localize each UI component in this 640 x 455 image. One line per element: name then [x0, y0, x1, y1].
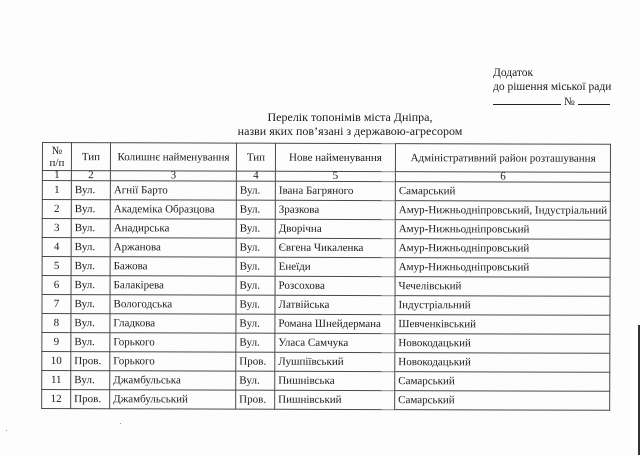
annex-block [493, 66, 611, 109]
table-row [42, 219, 610, 240]
header-number [42, 143, 71, 171]
cell-row-number: 4 [42, 238, 71, 257]
cell-row-number: 2 [42, 200, 71, 219]
cell-new-name: Уласа Самчука [275, 333, 395, 352]
cell-new-name: Дворічна [275, 219, 395, 238]
cell-row-number: 8 [42, 314, 71, 333]
cell-new-name: Івана Багряного [275, 181, 395, 200]
cell-old-name: Джамбульська [110, 371, 236, 390]
table-row [42, 314, 610, 335]
table-row [42, 276, 610, 297]
cell-old-name: Вологодська [110, 295, 236, 314]
cell-old-name: Аржанова [110, 238, 236, 257]
cell-old-name: Джамбульський [110, 390, 236, 409]
table-row [42, 333, 610, 354]
cell-new-name: Пишнівська [275, 371, 395, 390]
cell-new-type: Вул. [236, 371, 275, 390]
cell-district: Новокодацький [395, 353, 610, 373]
cell-row-number: 12 [42, 390, 71, 409]
cell-district: Амур-Нижньодніпровський [395, 239, 610, 259]
cell-row-number: 3 [42, 219, 71, 238]
cell-old-type: Вул. [71, 314, 110, 333]
cell-old-type: Вул. [71, 276, 110, 295]
cell-district: Новокодацький [395, 334, 610, 354]
cell-district: Самарський [395, 372, 610, 392]
table-row [42, 371, 610, 392]
cell-new-type: Пров. [236, 352, 275, 371]
table-row [42, 200, 610, 221]
cell-row-number: 1 [42, 181, 71, 200]
cell-new-name: Енеїди [275, 257, 395, 276]
table-row [42, 390, 610, 411]
table-header-row [42, 143, 610, 173]
table-row [42, 257, 610, 278]
cell-old-name: Агнії Барто [110, 181, 236, 200]
column-number: 3 [110, 171, 236, 181]
cell-new-type: Вул. [236, 219, 275, 238]
header-old-name: Колишнє найменування [110, 143, 236, 171]
cell-new-name: Розсохова [275, 276, 395, 295]
column-number: 4 [236, 171, 275, 181]
document-title-line-1: Перелік топонімів міста Дніпра, [267, 110, 433, 124]
document-title-line-2: назви яких пов’язані з державою-агресором [237, 124, 463, 138]
cell-new-type: Вул. [236, 257, 275, 276]
cell-row-number: 11 [42, 371, 71, 390]
cell-old-name: Горького [110, 333, 236, 352]
cell-district: Амур-Нижньодніпровський [395, 220, 610, 240]
cell-old-type: Вул. [71, 295, 110, 314]
header-district: Адміністративний район розташування [395, 144, 610, 173]
scan-speck [120, 423, 121, 424]
cell-new-name: Євгена Чикаленка [275, 238, 395, 257]
annex-subtitle: до рішення міської ради [493, 81, 612, 93]
scan-speck [6, 430, 7, 431]
cell-new-type: Вул. [236, 238, 275, 257]
cell-district: Амур-Нижньодніпровський [395, 258, 610, 278]
cell-new-name: Пишнівський [275, 390, 395, 409]
cell-district: Самарський [395, 182, 610, 202]
cell-old-type: Пров. [71, 390, 110, 409]
cell-row-number: 10 [42, 352, 71, 371]
cell-old-type: Вул. [71, 238, 110, 257]
cell-new-type: Вул. [236, 276, 275, 295]
cell-new-type: Пров. [236, 390, 275, 409]
cell-new-type: Вул. [236, 333, 275, 352]
cell-old-name: Горького [110, 352, 236, 371]
header-new-name: Нове найменування [275, 143, 395, 171]
cell-new-name: Зразкова [275, 200, 395, 219]
table-row [42, 295, 610, 316]
date-blank-line [493, 94, 561, 105]
header-number-line-1: № [51, 144, 63, 157]
document-title [190, 110, 510, 138]
table-body [42, 181, 611, 411]
cell-old-type: Пров. [71, 352, 110, 371]
annex-number-line [493, 94, 611, 109]
cell-new-type: Вул. [236, 295, 275, 314]
cell-old-name: Балакірева [110, 276, 236, 295]
cell-district: Амур-Нижньодніпровський, Індустріальний [395, 201, 610, 221]
cell-old-name: Гладкова [110, 314, 236, 333]
header-old-type: Тип [71, 143, 110, 171]
cell-row-number: 6 [42, 276, 71, 295]
column-number: 2 [71, 171, 110, 181]
number-blank-line [578, 94, 610, 105]
cell-district: Шевченківський [395, 315, 610, 335]
cell-district: Індустріальний [395, 296, 610, 316]
table-row [42, 238, 610, 259]
cell-new-type: Вул. [236, 314, 275, 333]
cell-row-number: 7 [42, 295, 71, 314]
cell-old-name: Бажова [110, 257, 236, 276]
cell-old-type: Вул. [71, 181, 110, 200]
cell-new-name: Романа Шнейдермана [275, 314, 395, 333]
cell-old-type: Вул. [71, 200, 110, 219]
header-new-type: Тип [236, 143, 275, 171]
column-number: 5 [275, 171, 395, 181]
cell-new-type: Вул. [236, 200, 275, 219]
column-number: 1 [42, 171, 71, 181]
table-row [42, 352, 610, 373]
cell-old-name: Анадирська [110, 219, 236, 238]
cell-new-name: Латвійська [275, 295, 395, 314]
cell-old-name: Академіка Образцова [110, 200, 236, 219]
toponyms-table [41, 142, 611, 411]
cell-row-number: 9 [42, 333, 71, 352]
cell-row-number: 5 [42, 257, 71, 276]
cell-district: Чечелівський [395, 277, 610, 297]
cell-new-type: Вул. [236, 181, 275, 200]
cell-new-name: Лушпіївський [275, 352, 395, 371]
cell-district: Самарський [395, 391, 610, 411]
column-number: 6 [395, 172, 610, 183]
number-sign: № [563, 96, 575, 108]
cell-old-type: Вул. [71, 371, 110, 390]
table-row [42, 181, 610, 202]
cell-old-type: Вул. [71, 219, 110, 238]
header-number-line-2: п/п [49, 156, 65, 169]
cell-old-type: Вул. [71, 333, 110, 352]
annex-title: Додаток [493, 67, 534, 79]
cell-old-type: Вул. [71, 257, 110, 276]
